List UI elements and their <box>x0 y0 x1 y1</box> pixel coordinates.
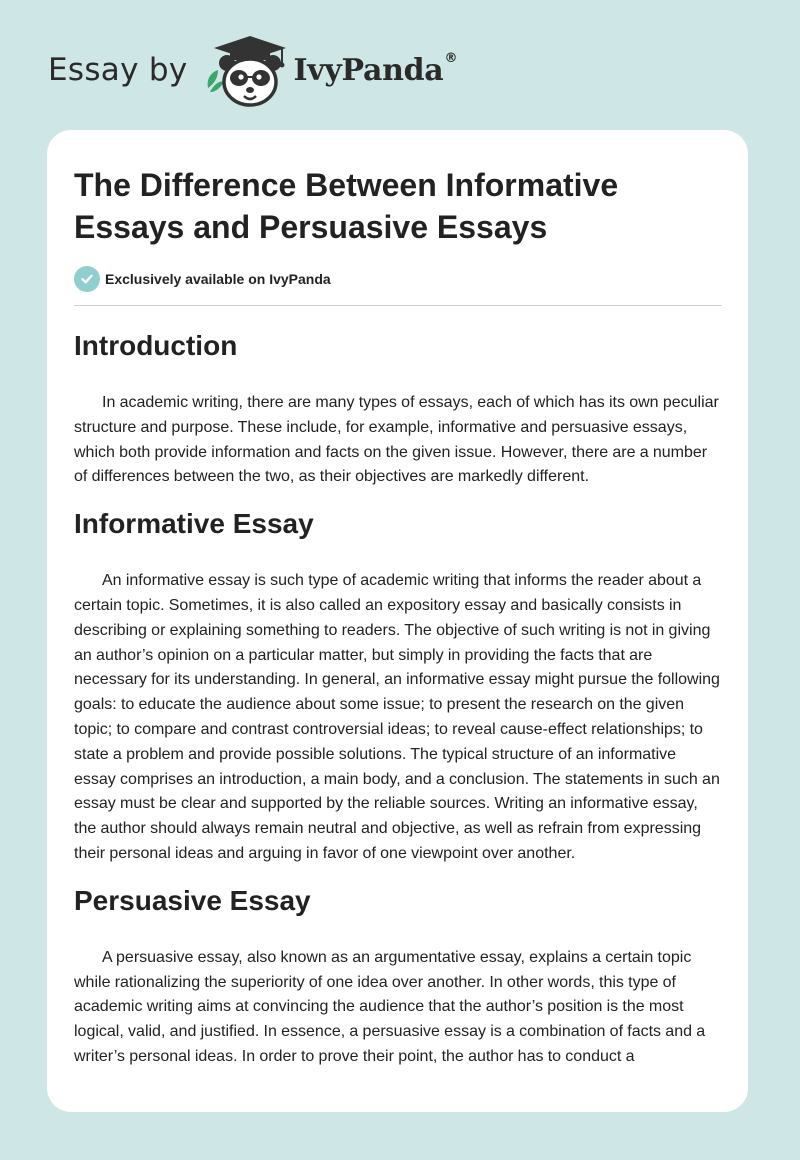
registered-mark: ® <box>444 50 458 66</box>
essay-card <box>47 130 748 1112</box>
section-heading: Informative Essay <box>74 508 314 540</box>
section-persuasive-essay <box>74 883 722 1070</box>
brand-name[interactable] <box>293 50 458 88</box>
section-heading: Introduction <box>74 330 238 361</box>
section-paragraph: In academic writing, there are many types of essays, each of which has its own peculiar structure and purpose. These include, for example, informative and persuasive essays, which both provide information and facts on the given issue. However, there are a number of differences between the two, as their objectives are markedly different. <box>74 394 719 486</box>
brand-prefix: Essay by <box>48 52 188 88</box>
exclusive-badge <box>74 266 722 292</box>
check-icon <box>74 266 100 292</box>
brand-name-text: IvyPanda <box>293 52 444 88</box>
panda-logo-icon[interactable] <box>200 30 292 110</box>
panda-logo-graphic <box>200 30 292 110</box>
section-paragraph: An informative essay is such type of academic writing that informs the reader about a certain topic. Sometimes, it is also called an expository essay and basically consists in describing or explaining something to readers. The objective of such writing is not in giving an author’s opinion on a particular matter, but simply in providing the facts that are necessary for its understanding. In general, an informative essay might pursue the following goals: to educate the audience about some issue; to present the research on the given topic; to compare and contrast controversial ideas; to reveal cause-effect relationships; to state a problem and provide possible solutions. The typical structure of an informative essay comprises an introduction, a main body, and a conclusion. The statements in such an essay must be clear and supported by the reliable sources. Writing an informative essay, the author should always remain neutral and objective, as well as refrain from expressing their personal ideas and arguing in favor of one viewpoint over another. <box>74 572 720 862</box>
section-introduction <box>74 328 722 490</box>
exclusive-badge-text: Exclusively available on IvyPanda <box>105 271 331 287</box>
section-informative-essay <box>74 506 722 867</box>
essay-title: The Difference Between Informative Essays and Persuasive Essays <box>74 167 619 245</box>
title-divider <box>74 305 722 306</box>
section-heading: Persuasive Essay <box>74 884 311 916</box>
section-paragraph: A persuasive essay, also known as an argumentative essay, explains a certain topic while rationalizing the superiority of one idea over another. In other words, this type of academic writing aims at convincing the audience that the author’s position is the most logical, valid, and justified. In essence, a persuasive essay is a combination of facts and a writer’s personal ideas. In order to prove their point, the author has to conduct a <box>74 948 706 1065</box>
site-header <box>48 30 457 110</box>
